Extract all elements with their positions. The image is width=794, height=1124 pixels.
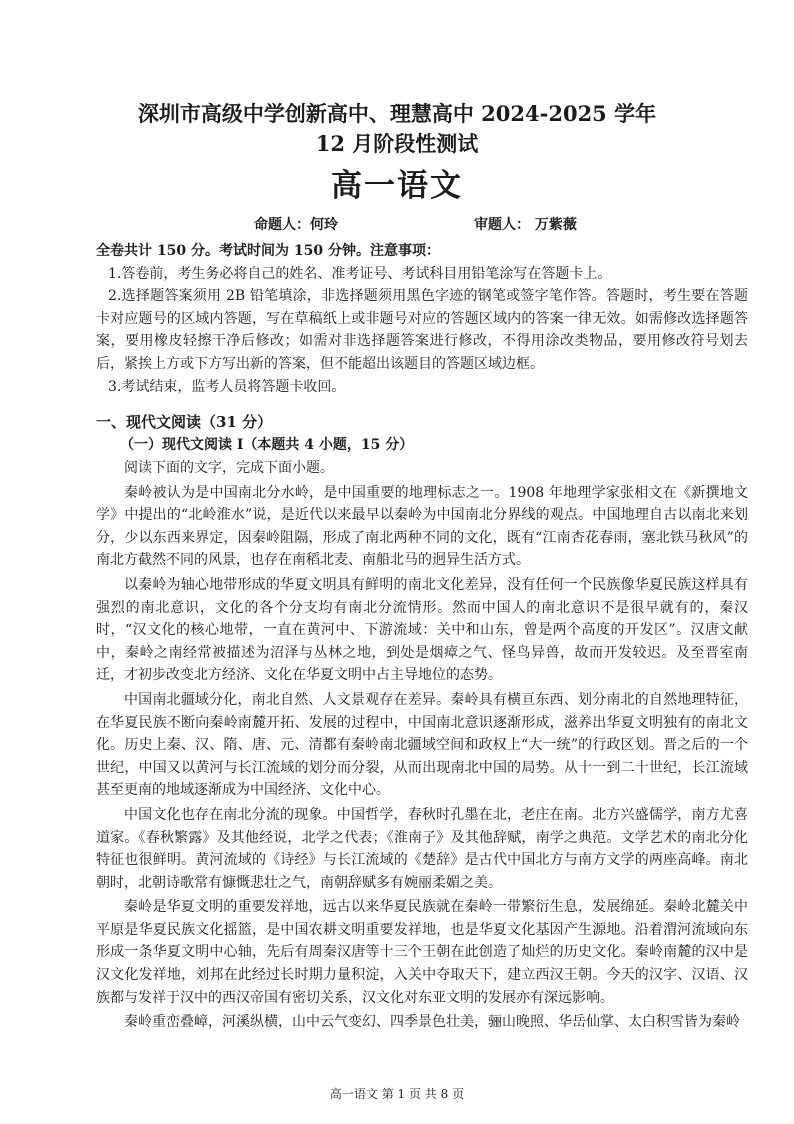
- passage-paragraph: 秦岭重峦叠嶂，河溪纵横，山中云气变幻、四季景色壮美，骊山晚照、华岳仙掌、太白积雪皆为秦岭: [124, 1014, 740, 1031]
- instructions-head: 全卷共计 150 分。考试时间为 150 分钟。注意事项：: [96, 243, 440, 259]
- passage-paragraph: 秦岭是华夏文明的重要发祥地，远古以来华夏民族就在秦岭一带繁衍生息，发展绵延。秦岭北麓关中平原是华夏民族文化摇篮，是中国农耕文明重要发祥地，也是华夏文化基因产生源地。沿着渭河流域向东形成一条华夏文明中心轴，先后有周秦汉唐等十三个王朝在此创造了灿烂的历史文化。秦岭南麓的汉中是汉文化发祥地，刘邦在此经过长时期力量积淀，入关中夺取天下，建立西汉王朝。今天的汉字、汉语、汉族都与发祥于汉中的西汉帝国有密切关系，汉文化对东亚文明的发展亦有深远影响。: [96, 899, 748, 1006]
- subsection-heading: （一）现代文阅读 I（本题共 4 小题，15 分）: [120, 437, 414, 453]
- instructions: [96, 240, 748, 398]
- passage-intro: 阅读下面的文字，完成下面小题。: [124, 460, 334, 476]
- instruction-item: 3.考试结束，监考人员将答题卡收回。: [108, 378, 346, 395]
- subject-title: 高一语文: [331, 168, 463, 204]
- passage-paragraph: 中国南北疆域分化，南北自然、人文景观存在差异。秦岭具有横亘东西、划分南北的自然地理特征，在华夏民族不断向秦岭南麓开拓、发展的过程中，中国南北意识逐渐形成，滋养出华夏文明独有的南北文化。历史上秦、汉、隋、唐、元、清都有秦岭南北疆域空间和政权上“大一统”的行政区划。晋之后的一个世纪，中国又以黄河与长江流域的划分而分裂，从而出现南北中国的局势。从十一到二十世纪，长江流域甚至更南的地域逐渐成为中国经济、文化中心。: [96, 691, 748, 799]
- passage-paragraph: 以秦岭为轴心地带形成的华夏文明具有鲜明的南北文化差异，没有任何一个民族像华夏民族这样具有强烈的南北意识，文化的各个分支均有南北分流情形。然而中国人的南北意识不是很早就有的，秦汉时，“汉文化的核心地带，一直在黄河中、下游流域：关中和山东，曾是两个高度的开发区”。汉唐文献中，秦岭之南经常被描述为沼泽与丛林之地，到处是烟瘴之气、怪鸟异兽，故而开发较迟。及至晋室南迁，才初步改变北方经济、文化在华夏文明中占主导地位的态势。: [96, 576, 748, 684]
- exam-title-line2: 12 月阶段性测试: [315, 131, 479, 156]
- authors-row: [0, 214, 794, 236]
- reading-passage: [96, 457, 748, 1036]
- page-footer: 高一语文 第 1 页 共 8 页: [329, 1087, 465, 1101]
- section-heading: 一、现代文阅读（31 分）: [96, 413, 273, 431]
- author-label: 命题人：何玲: [254, 217, 338, 233]
- passage-paragraph: 秦岭被认为是中国南北分水岭，是中国重要的地理标志之一。1908 年地理学家张相文在《新撰地文学》中提出的“北岭淮水”说，是近代以来最早以秦岭为中国南北分界线的观点。中国地理自古以南北来划分，少以东西来界定，因秦岭阻隔，形成了南北两种不同的文化，既有“江南杏花春雨，塞北铁马秋风”的南北方截然不同的风景，也存在南稻北麦、南船北马的迥异生活方式。: [96, 484, 748, 569]
- reviewer-label: 审题人： 万紫薇: [474, 217, 577, 233]
- exam-title-line1: 深圳市高级中学创新高中、理慧高中 2024-2025 学年: [137, 101, 657, 126]
- passage-paragraph: 中国文化也存在南北分流的现象。中国哲学，春秋时孔墨在北，老庄在南。北方兴盛儒学，南方尤喜道家。《春秋繁露》及其他经说，北学之代表；《淮南子》及其他辞赋，南学之典范。文学艺术的南北分化特征也很鲜明。黄河流域的《诗经》与长江流域的《楚辞》是古代中国北方与南方文学的两座高峰。南北朝时，北朝诗歌常有慷慨悲壮之气，南朝辞赋多有婉丽柔媚之美。: [96, 806, 748, 891]
- instruction-item: 2.选择题答案须用 2B 铅笔填涂，非选择题须用黑色字迹的钢笔或签字笔作答。答题时，考生要在答题卡对应题号的区域内答题，写在草稿纸上或非题号对应的答题区域内的答案一律无效。如需修改选择题答案，要用橡皮轻擦干净后修改；如需对非选择题答案进行修改，不得用涂改类物品，要用修改符号划去后，紧挨上方或下方写出新的答案，但不能超出该题目的答题区域边框。: [96, 288, 748, 372]
- instruction-item: 1.答卷前，考生务必将自己的姓名、准考证号、考试科目用铅笔涂写在答题卡上。: [108, 265, 612, 282]
